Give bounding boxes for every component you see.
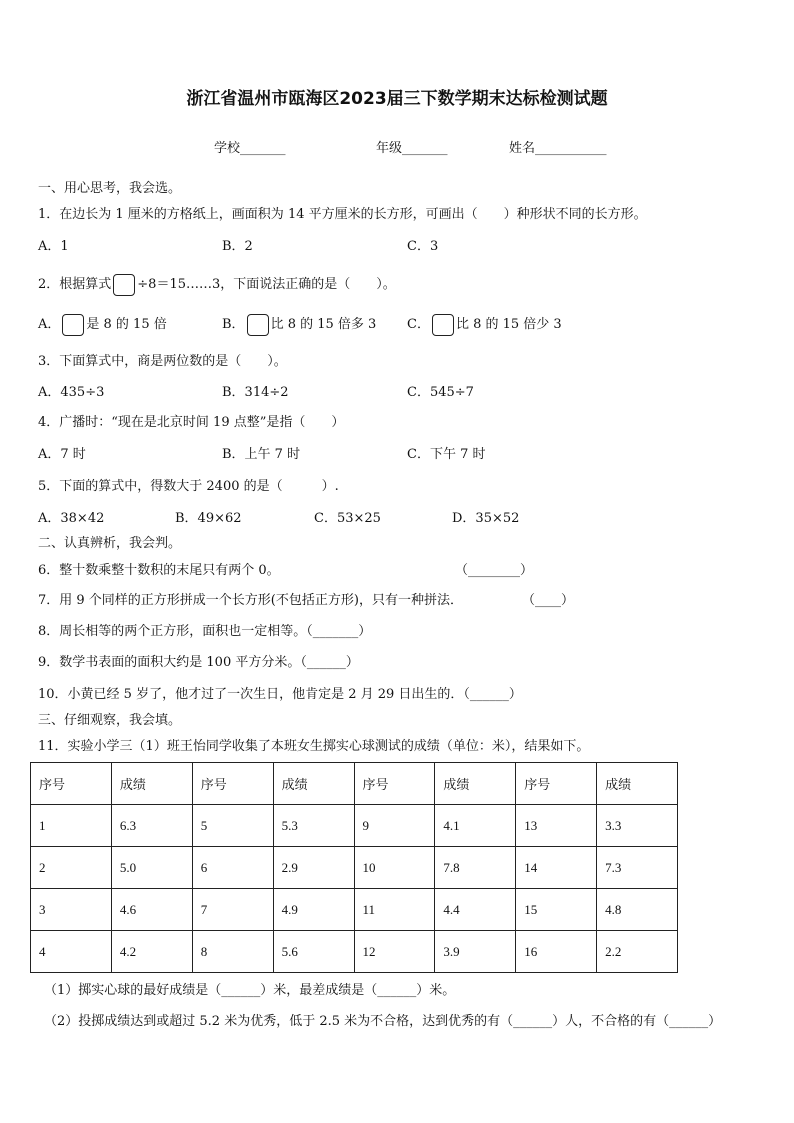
section-1-heading: 一、用心思考，我会选。: [38, 181, 182, 196]
table-cell: 2.9: [273, 847, 354, 889]
q2-option-a-box: [62, 314, 84, 336]
q2-text-post: ÷8＝15……3，下面说法正确的是（ ）。: [137, 277, 396, 292]
q2-option-a-text: 是 8 的 15 倍: [86, 317, 167, 332]
table-header-cell: 序号: [192, 763, 273, 805]
table-cell: 4.2: [111, 931, 192, 973]
table-cell: 15: [516, 889, 597, 931]
table-header-cell: 成绩: [435, 763, 516, 805]
table-cell: 7.8: [435, 847, 516, 889]
q11-subquestion-2: （2）投掷成绩达到或超过 5.2 米为优秀，低于 2.5 米为不合格，达到优秀的有（______）人，不合格的有（______）: [44, 1014, 722, 1029]
table-cell: 12: [354, 931, 435, 973]
q2-answer-box: [113, 274, 135, 296]
q4-option-c[interactable]: C．下午 7 时: [407, 447, 486, 462]
table-cell: 5.3: [273, 805, 354, 847]
q3-option-b[interactable]: B．314÷2: [222, 385, 289, 400]
table-cell: 4.6: [111, 889, 192, 931]
table-cell: 6.3: [111, 805, 192, 847]
table-cell: 4: [31, 931, 112, 973]
q5-option-a[interactable]: A．38×42: [38, 511, 105, 526]
table-cell: 4.9: [273, 889, 354, 931]
table-cell: 14: [516, 847, 597, 889]
table-header-cell: 序号: [516, 763, 597, 805]
question-5: 5．下面的算式中，得数大于 2400 的是（ ）.: [38, 479, 339, 494]
q5-option-d[interactable]: D．35×52: [452, 511, 520, 526]
table-cell: 5: [192, 805, 273, 847]
q7-answer-blank[interactable]: （____）: [522, 593, 575, 608]
table-cell: 7.3: [597, 847, 678, 889]
table-cell: 9: [354, 805, 435, 847]
table-header-cell: 成绩: [273, 763, 354, 805]
question-1: 1．在边长为 1 厘米的方格纸上，画面积为 14 平方厘米的长方形，可画出（ ）种形状不同的长方形。: [38, 207, 647, 222]
grade-field[interactable]: 年级_______: [376, 141, 448, 156]
table-cell: 4.8: [597, 889, 678, 931]
q11-subquestion-1: （1）掷实心球的最好成绩是（______）米，最差成绩是（______）米。: [44, 983, 456, 998]
section-2-heading: 二、认真辨析，我会判。: [38, 536, 182, 551]
q3-option-a[interactable]: A．435÷3: [38, 385, 105, 400]
table-header-cell: 成绩: [597, 763, 678, 805]
table-cell: 10: [354, 847, 435, 889]
table-cell: 7: [192, 889, 273, 931]
table-cell: 16: [516, 931, 597, 973]
table-cell: 6: [192, 847, 273, 889]
table-cell: 13: [516, 805, 597, 847]
question-7: 7．用 9 个同样的正方形拼成一个长方形(不包括正方形)，只有一种拼法．: [38, 593, 463, 608]
table-cell: 1: [31, 805, 112, 847]
table-cell: 4.1: [435, 805, 516, 847]
q2-option-b-text: 比 8 的 15 倍多 3: [270, 317, 377, 332]
question-3: 3．下面算式中，商是两位数的是（ ）。: [38, 354, 287, 369]
table-cell: 4.4: [435, 889, 516, 931]
q3-option-c[interactable]: C．545÷7: [407, 385, 474, 400]
question-2: [38, 273, 396, 297]
table-cell: 3: [31, 889, 112, 931]
table-cell: 3.9: [435, 931, 516, 973]
q2-option-b-label: B．: [222, 317, 245, 332]
table-row: [31, 847, 678, 889]
question-8: 8．周长相等的两个正方形，面积也一定相等。（_______）: [38, 624, 372, 639]
table-row: [31, 805, 678, 847]
q2-option-c-box: [432, 314, 454, 336]
q6-answer-blank[interactable]: （________）: [455, 563, 534, 578]
table-row: [31, 889, 678, 931]
q2-option-c-text: 比 8 的 15 倍少 3: [455, 317, 562, 332]
table-header-cell: 成绩: [111, 763, 192, 805]
q2-option-a-label: A．: [38, 317, 61, 332]
q4-option-a[interactable]: A．7 时: [38, 447, 86, 462]
name-field[interactable]: 姓名___________: [509, 141, 607, 156]
table-row: [31, 931, 678, 973]
q2-option-c-label: C．: [407, 317, 430, 332]
q2-option-b-box: [247, 314, 269, 336]
table-cell: 5.6: [273, 931, 354, 973]
table-cell: 5.0: [111, 847, 192, 889]
q4-option-b[interactable]: B．上午 7 时: [222, 447, 301, 462]
question-9: 9．数学书表面的面积大约是 100 平方分米。（______）: [38, 655, 359, 670]
table-cell: 11: [354, 889, 435, 931]
q2-option-a[interactable]: [38, 313, 167, 337]
table-cell: 2.2: [597, 931, 678, 973]
question-11: 11．实验小学三（1）班王怡同学收集了本班女生掷实心球测试的成绩（单位：米），结果如下。: [38, 739, 590, 754]
table-cell: 8: [192, 931, 273, 973]
q1-option-b[interactable]: B．2: [222, 239, 253, 254]
table-header-row: [31, 763, 678, 805]
q2-option-c[interactable]: [407, 313, 562, 337]
table-header-cell: 序号: [354, 763, 435, 805]
q5-option-c[interactable]: C．53×25: [314, 511, 381, 526]
table-cell: 3.3: [597, 805, 678, 847]
question-6: 6．整十数乘整十数积的末尾只有两个 0。: [38, 563, 280, 578]
scores-table: [30, 762, 678, 973]
question-10: 10．小黄已经 5 岁了，他才过了一次生日，他肯定是 2 月 29 日出生的．（______）: [38, 687, 522, 702]
q1-option-a[interactable]: A．1: [38, 239, 69, 254]
page-title: 浙江省温州市瓯海区2023届三下数学期末达标检测试题: [186, 89, 608, 109]
section-3-heading: 三、仔细观察，我会填。: [38, 713, 182, 728]
table-cell: 2: [31, 847, 112, 889]
q2-text-pre: 2．根据算式: [38, 277, 112, 292]
question-4: 4．广播时：“现在是北京时间 19 点整”是指（ ）: [38, 415, 345, 430]
table-header-cell: 序号: [31, 763, 112, 805]
q5-option-b[interactable]: B．49×62: [175, 511, 242, 526]
school-field[interactable]: 学校_______: [214, 141, 286, 156]
q1-option-c[interactable]: C．3: [407, 239, 439, 254]
q2-option-b[interactable]: [222, 313, 376, 337]
